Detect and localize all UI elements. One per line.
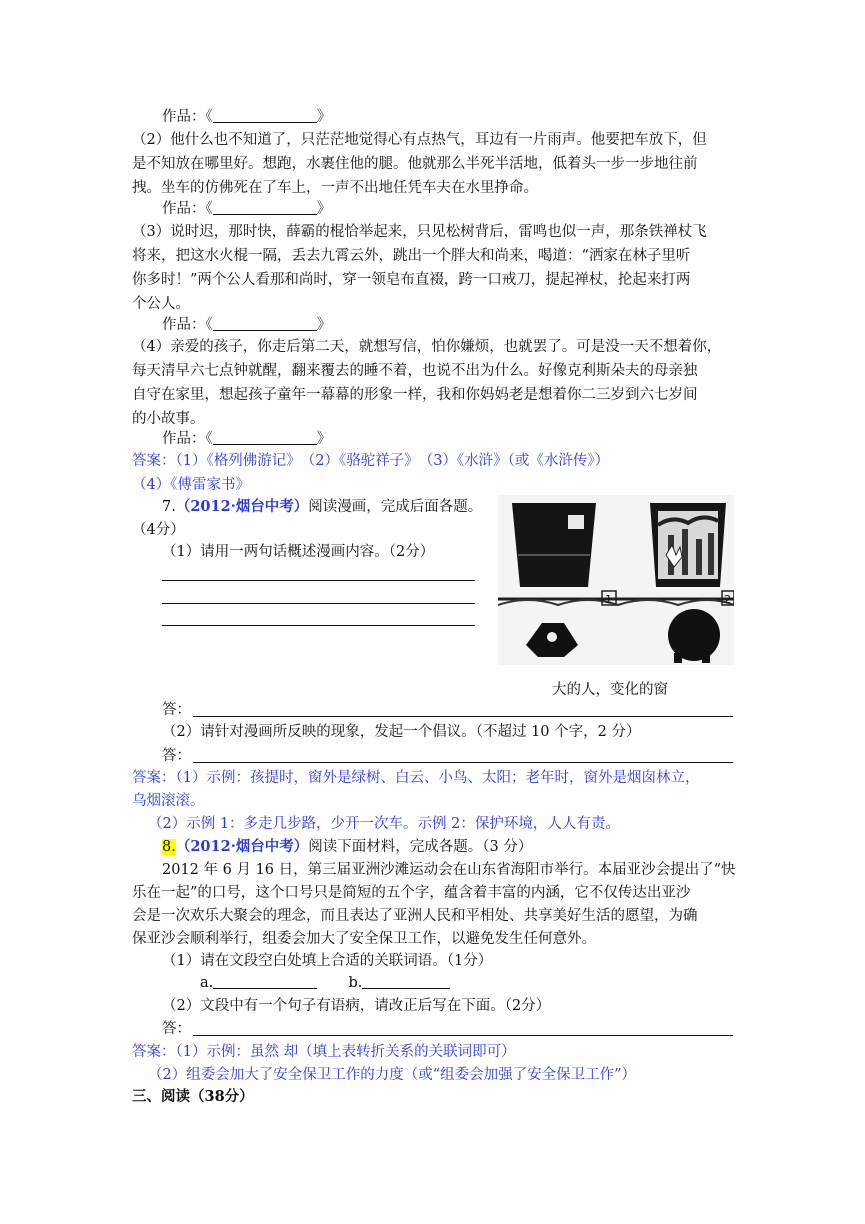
work-blank[interactable]: [213, 430, 317, 445]
work-label: 作品：《: [162, 201, 213, 217]
q7-prompt: 阅读漫画，完成后面各题。: [308, 499, 483, 515]
work-blank[interactable]: [213, 200, 317, 215]
q8-sub1: （1）请在文段空白处填上合适的关联词语。（1分）: [162, 953, 493, 969]
section-title: 三、阅读（38分）: [132, 1088, 254, 1105]
q7-sub1: （1）请用一两句话概述漫画内容。（2分）: [162, 544, 435, 560]
blank-a-label: a.: [200, 975, 214, 991]
q8-para-line-2: 乐在一起”的口号，这个口号只是简短的五个字，蕴含着丰富的内涵，它不仅传达出亚沙: [132, 885, 691, 901]
q7-sub2: （2）请针对漫画所反映的现象，发起一个倡议。（不超过 10 个字，2 分）: [162, 724, 641, 740]
work-blank[interactable]: [213, 316, 317, 331]
work-close: 》: [316, 431, 332, 447]
passage-2-line-3: 拽。坐车的仿佛死在了车上，一声不出地任凭车夫在水里挣命。: [132, 180, 538, 196]
work-line-3: [162, 315, 331, 335]
cartoon-image: [498, 495, 734, 665]
passage-3-line-3: 你多时！”两个公人看那和尚时，穿一领皂布直裰，跨一口戒刀，提起禅杖，抡起来打两: [132, 272, 691, 288]
q7-score: （4分）: [132, 522, 185, 538]
q8-blanks: [200, 973, 450, 993]
q8-answer-label: 答：: [162, 1021, 191, 1037]
cartoon-label-2: 2: [724, 593, 731, 606]
q8-number: 8.: [162, 839, 176, 855]
passage-4-line-2: 每天清早六七点钟就醒，翻来覆去的睡不着，也说不出为什么。好像克利斯朵夫的母亲独: [132, 363, 698, 379]
work-line-4: [162, 429, 331, 449]
work-label: 作品：《: [162, 109, 213, 125]
blank-b[interactable]: [362, 974, 450, 989]
blank-a[interactable]: [213, 974, 317, 989]
q8-para-line-4: 保亚沙会顺利举行，组委会加大了安全保卫工作，以避免发生任何意外。: [132, 931, 596, 947]
q7-answer2-label: 答：: [162, 748, 191, 764]
q7-answer-line-c[interactable]: [162, 625, 475, 626]
q7-answer-key-line-3: （2）示例 1：多走几步路，少开一次车。示例 2：保护环境，人人有责。: [148, 816, 620, 832]
q7-answer-line-b[interactable]: [162, 603, 475, 604]
passage-3-line-2: 将来，把这水火棍一隔，丢去九霄云外，跳出一个胖大和尚来，喝道：“洒家在林子里听: [132, 248, 691, 264]
work-close: 》: [316, 201, 332, 217]
passage-4-line-3: 自守在家里，想起孩子童年一幕幕的形象一样，我和你妈妈老是想着你二三岁到六七岁间: [132, 387, 698, 403]
passage-2-line-2: 是不知放在哪里好。想跑，水裹住他的腿。他就那么半死半活地，低着头一步一步地往前: [132, 156, 698, 172]
q7-answer-key-line-2: 乌烟滚滚。: [132, 793, 205, 809]
q8-header: [162, 837, 532, 857]
q7-answer-line-a[interactable]: [162, 580, 475, 581]
work-label: 作品：《: [162, 431, 213, 447]
cartoon-caption: 大的人，变化的窗: [552, 682, 668, 698]
blank-b-label: b.: [348, 975, 363, 991]
q7-header: [162, 497, 482, 517]
q7-answer-key-line-1: 答案：（1）示例：孩提时，窗外是绿树、白云、小鸟、太阳；老年时，窗外是烟囱林立，: [132, 770, 700, 786]
work-label: 作品：《: [162, 317, 213, 333]
work-blank[interactable]: [213, 108, 317, 123]
passage-2-line-1: （2）他什么也不知道了，只茫茫地觉得心有点热气，耳边有一片雨声。他要把车放下，但: [132, 132, 707, 148]
q6-answer-line-1: 答案：（1）《格列佛游记》 （2）《骆驼祥子》 （3）《水浒》（或《水浒传》）: [132, 453, 610, 469]
q8-answer-key-line-1: 答案：（1）示例：虽然 却（填上表转折关系的关联词即可）: [132, 1044, 516, 1060]
work-close: 》: [316, 317, 332, 333]
q8-sub2: （2）文段中有一个句子有语病，请改正后写在下面。（2分）: [162, 998, 551, 1014]
passage-4-line-1: （4）亲爱的孩子，你走后第二天，就想写信，怕你嫌烦，也就罢了。可是没一天不想着你，: [132, 339, 722, 355]
q6-answer-line-2: （4）《傅雷家书》: [132, 477, 250, 493]
q8-para-line-3: 会是一次欢乐大聚会的理念，而且表达了亚洲人民和平相处、共享美好生活的愿望，为确: [132, 908, 698, 924]
q8-answer-line[interactable]: [193, 1035, 733, 1036]
cartoon-label-1: 1: [605, 593, 612, 606]
q8-para-line-1: 2012 年 6 月 16 日，第三届亚洲沙滩运动会在山东省海阳市举行。本届亚沙会提出了“快: [162, 862, 736, 878]
q7-source: （2012·烟台中考）: [175, 498, 309, 515]
q8-prompt: 阅读下面材料，完成各题。（3 分）: [308, 839, 533, 855]
passage-3-line-1: （3）说时迟，那时快，薛霸的棍恰举起来，只见松树背后，雷鸣也似一声，那条铁禅杖飞: [132, 224, 707, 240]
q8-source: （2012·烟台中考）: [175, 838, 309, 855]
q7-answer1-label: 答：: [162, 702, 191, 718]
work-line-1: [162, 107, 331, 127]
passage-4-line-4: 的小故事。: [132, 411, 205, 427]
q7-answer1-line[interactable]: [193, 716, 733, 717]
q8-answer-key-line-2: （2）组委会加大了安全保卫工作的力度（或“组委会加强了安全保卫工作”）: [148, 1067, 637, 1083]
passage-3-line-4: 个公人。: [132, 296, 190, 312]
work-close: 》: [316, 109, 332, 125]
work-line-2: [162, 199, 331, 219]
q7-answer2-line[interactable]: [193, 762, 733, 763]
q7-number: 7.: [162, 499, 176, 515]
